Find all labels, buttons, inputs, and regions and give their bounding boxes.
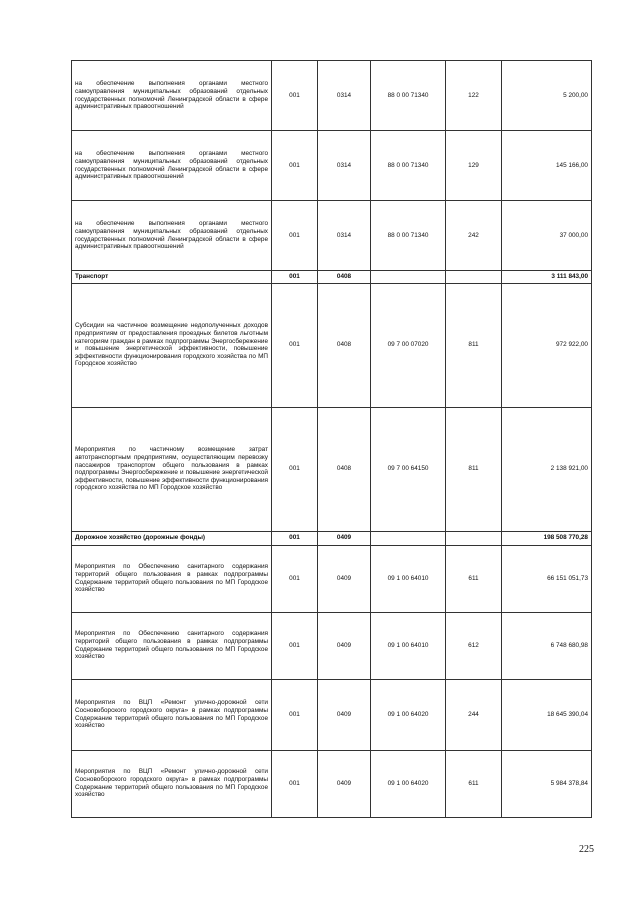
table-row: [72, 61, 592, 131]
row-ved: 001: [272, 131, 318, 201]
row-csr: 09 1 00 64020: [371, 750, 446, 817]
row-sum: 5 200,00: [502, 61, 592, 131]
row-csr: 09 7 00 64150: [371, 407, 446, 531]
row-sum: 3 111 843,00: [502, 271, 592, 284]
row-ved: 001: [272, 407, 318, 531]
table-row: [72, 407, 592, 531]
row-sum: 6 748 680,98: [502, 612, 592, 679]
row-rzpr: 0409: [318, 750, 371, 817]
row-description: Дорожное хозяйство (дорожные фонды): [72, 531, 272, 545]
row-sum: 18 645 390,04: [502, 679, 592, 750]
row-vr: 122: [446, 61, 502, 131]
row-vr: 811: [446, 283, 502, 407]
row-sum: 37 000,00: [502, 201, 592, 271]
row-rzpr: 0409: [318, 612, 371, 679]
row-rzpr: 0409: [318, 679, 371, 750]
table-row: [72, 679, 592, 750]
row-csr: 09 1 00 64020: [371, 679, 446, 750]
row-vr: [446, 531, 502, 545]
row-csr: [371, 531, 446, 545]
section-row-transport: [72, 271, 592, 284]
row-vr: [446, 271, 502, 284]
row-rzpr: 0314: [318, 61, 371, 131]
row-description: на обеспечение выполнения органами местного самоуправления муниципальных образований отдельных государственных полномочий Ленинградской области в сфере административных правоотношений: [72, 131, 272, 201]
row-rzpr: 0409: [318, 531, 371, 545]
row-ved: 001: [272, 612, 318, 679]
row-rzpr: 0408: [318, 407, 371, 531]
row-vr: 244: [446, 679, 502, 750]
row-description: на обеспечение выполнения органами местного самоуправления муниципальных образований отдельных государственных полномочий Ленинградской области в сфере административных правоотношений: [72, 201, 272, 271]
row-ved: 001: [272, 61, 318, 131]
row-ved: 001: [272, 545, 318, 612]
row-vr: 611: [446, 545, 502, 612]
budget-table: [71, 60, 592, 818]
row-sum: 145 166,00: [502, 131, 592, 201]
row-ved: 001: [272, 283, 318, 407]
row-rzpr: 0314: [318, 201, 371, 271]
row-csr: 88 0 00 71340: [371, 201, 446, 271]
row-description: Мероприятия по Обеспечению санитарного содержания территорий общего пользования в рамках подпрограммы Содержание территорий общего пользования по МП Городское хозяйство: [72, 545, 272, 612]
row-sum: 5 984 378,84: [502, 750, 592, 817]
row-csr: 09 1 00 64010: [371, 612, 446, 679]
row-ved: 001: [272, 201, 318, 271]
row-rzpr: 0409: [318, 545, 371, 612]
row-description: Мероприятия по ВЦП «Ремонт улично-дорожной сети Сосновоборского городского округа» в рамках подпрограммы Содержание территорий общего пользования по МП Городское хозяйство: [72, 750, 272, 817]
row-rzpr: 0408: [318, 283, 371, 407]
row-sum: 2 138 921,00: [502, 407, 592, 531]
row-ved: 001: [272, 679, 318, 750]
row-description: Мероприятия по Обеспечению санитарного содержания территорий общего пользования в рамках подпрограммы Содержание территорий общего пользования по МП Городское хозяйство: [72, 612, 272, 679]
table-row: [72, 201, 592, 271]
table-row: [72, 612, 592, 679]
row-vr: 129: [446, 131, 502, 201]
row-vr: 242: [446, 201, 502, 271]
row-description: Субсидии на частичное возмещение недополученных доходов предприятиям от предоставления проездных билетов льготным категориям граждан в рамках подпрограммы Энергосбережение и повышение энергетической эффективности, повышение эффективности функционирования городского хозяйства по МП Городское хозяйство: [72, 283, 272, 407]
table-row: [72, 283, 592, 407]
row-vr: 612: [446, 612, 502, 679]
row-rzpr: 0408: [318, 271, 371, 284]
row-sum: 198 508 770,28: [502, 531, 592, 545]
row-description: Мероприятия по ВЦП «Ремонт улично-дорожной сети Сосновоборского городского округа» в рамках подпрограммы Содержание территорий общего пользования по МП Городское хозяйство: [72, 679, 272, 750]
row-vr: 611: [446, 750, 502, 817]
table-row: [72, 750, 592, 817]
row-csr: 09 7 00 07020: [371, 283, 446, 407]
row-description: Мероприятия по частичному возмещение затрат автотранспортным предприятиям, осуществляющим перевозку пассажиров транспортом общего пользования в рамках подпрограммы Энергосбережение и повышение энергетической эффективности, повышение эффективности функционирования городского хозяйства по МП Городское хозяйство: [72, 407, 272, 531]
row-sum: 66 151 051,73: [502, 545, 592, 612]
row-description: на обеспечение выполнения органами местного самоуправления муниципальных образований отдельных государственных полномочий Ленинградской области в сфере административных правоотношений: [72, 61, 272, 131]
row-vr: 811: [446, 407, 502, 531]
row-ved: 001: [272, 531, 318, 545]
row-csr: 88 0 00 71340: [371, 61, 446, 131]
table-row: [72, 545, 592, 612]
table-row: [72, 131, 592, 201]
row-description: Транспорт: [72, 271, 272, 284]
row-csr: 09 1 00 64010: [371, 545, 446, 612]
row-sum: 972 922,00: [502, 283, 592, 407]
row-ved: 001: [272, 750, 318, 817]
page-number: 225: [579, 844, 594, 855]
row-rzpr: 0314: [318, 131, 371, 201]
row-csr: [371, 271, 446, 284]
row-ved: 001: [272, 271, 318, 284]
row-csr: 88 0 00 71340: [371, 131, 446, 201]
section-row-road-fund: [72, 531, 592, 545]
